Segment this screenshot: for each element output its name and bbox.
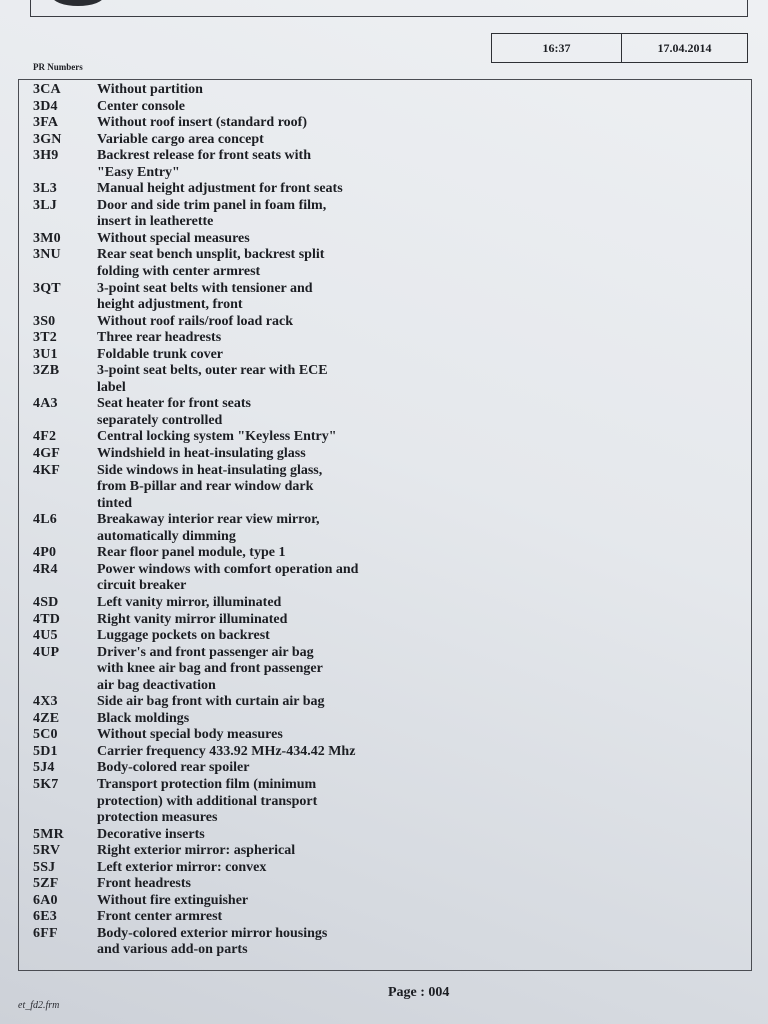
- pr-entry: [33, 628, 733, 645]
- pr-code: 4UP: [33, 644, 60, 660]
- pr-entry: [33, 99, 733, 116]
- pr-description-line: Left exterior mirror: convex: [97, 859, 267, 875]
- pr-description-line: automatically dimming: [97, 528, 236, 544]
- pr-code: 6A0: [33, 892, 58, 908]
- pr-description-line: insert in leatherette: [97, 214, 214, 230]
- pr-description-line: Side air bag front with curtain air bag: [97, 694, 325, 710]
- pr-entry: [33, 827, 733, 844]
- pr-code: 3L3: [33, 181, 57, 197]
- pr-description: [97, 396, 733, 429]
- pr-code: 5D1: [33, 743, 58, 759]
- pr-description-line: Black moldings: [97, 710, 190, 726]
- pr-entry: [33, 645, 733, 695]
- pr-code: 3H9: [33, 148, 59, 164]
- pr-code: 3M0: [33, 230, 61, 246]
- pr-entry: [33, 860, 733, 877]
- pr-entry: [33, 893, 733, 910]
- pr-description-line: Seat heater for front seats: [97, 396, 251, 412]
- pr-code: 3QT: [33, 280, 61, 296]
- pr-code: 4SD: [33, 594, 59, 610]
- pr-entry: [33, 132, 733, 149]
- pr-description-line: Right vanity mirror illuminated: [97, 611, 288, 627]
- pr-description: [97, 330, 733, 347]
- pr-entry: [33, 281, 733, 314]
- pr-code: 6FF: [33, 925, 58, 941]
- form-name: et_fd2.frm: [18, 1000, 60, 1011]
- pr-description-line: Without fire extinguisher: [97, 892, 249, 908]
- pr-code: 4ZE: [33, 710, 60, 726]
- pr-entry: [33, 612, 733, 629]
- pr-code: 5K7: [33, 776, 59, 792]
- pr-code: 5ZF: [33, 876, 59, 892]
- pr-code: 4U5: [33, 628, 58, 644]
- pr-code: 4A3: [33, 396, 58, 412]
- pr-description-line: with knee air bag and front passenger: [97, 661, 323, 677]
- pr-code: 3CA: [33, 82, 61, 97]
- pr-entry: [33, 694, 733, 711]
- pr-description: [97, 247, 733, 280]
- pr-entry: [33, 198, 733, 231]
- pr-code: 3NU: [33, 247, 61, 263]
- pr-code: 4P0: [33, 545, 57, 561]
- pr-description: [97, 595, 733, 612]
- pr-code: 6E3: [33, 909, 57, 925]
- pr-list: [33, 82, 733, 959]
- pr-code: 3S0: [33, 313, 56, 329]
- timestamp-box: [491, 33, 748, 63]
- pr-description: [97, 694, 733, 711]
- pr-description-line: Windshield in heat-insulating glass: [97, 446, 306, 462]
- pr-description-line: protection) with additional transport: [97, 793, 318, 809]
- pr-description: [97, 314, 733, 331]
- pr-description-line: Transport protection film (minimum: [97, 776, 317, 792]
- pr-description-line: and various add-on parts: [97, 942, 248, 958]
- pr-description-line: Front center armrest: [97, 909, 223, 925]
- pr-description-line: Three rear headrests: [97, 330, 222, 346]
- pr-entry: [33, 429, 733, 446]
- pr-description: [97, 843, 733, 860]
- pr-description-line: Without special body measures: [97, 727, 283, 743]
- top-header-box: [30, 0, 748, 17]
- pr-entry: [33, 909, 733, 926]
- pr-description-line: Foldable trunk cover: [97, 346, 223, 362]
- pr-description-line: "Easy Entry": [97, 164, 180, 180]
- pr-description-line: 3-point seat belts with tensioner and: [97, 280, 313, 296]
- pr-description: [97, 198, 733, 231]
- pr-description: [97, 612, 733, 629]
- print-time: 16:37: [492, 34, 622, 62]
- pr-description: [97, 446, 733, 463]
- pr-description-line: Central locking system "Keyless Entry": [97, 429, 337, 445]
- pr-code: 3ZB: [33, 363, 60, 379]
- pr-description-line: Breakaway interior rear view mirror,: [97, 512, 320, 528]
- pr-description-line: Body-colored exterior mirror housings: [97, 925, 328, 941]
- pr-description: [97, 926, 733, 959]
- pr-entry: [33, 727, 733, 744]
- pr-description-line: Without roof insert (standard roof): [97, 115, 307, 131]
- pr-description: [97, 893, 733, 910]
- pr-entry: [33, 231, 733, 248]
- pr-entry: [33, 363, 733, 396]
- pr-description-line: air bag deactivation: [97, 677, 216, 693]
- pr-entry: [33, 562, 733, 595]
- pr-description: [97, 463, 733, 513]
- pr-code: 5C0: [33, 727, 58, 743]
- pr-entry: [33, 512, 733, 545]
- pr-description: [97, 347, 733, 364]
- pr-entry: [33, 446, 733, 463]
- pr-description-line: Without partition: [97, 82, 203, 97]
- pr-description-line: height adjustment, front: [97, 297, 243, 313]
- pr-description-line: Front headrests: [97, 876, 191, 892]
- pr-code: 5RV: [33, 843, 61, 859]
- pr-entry: [33, 396, 733, 429]
- pr-code: 3GN: [33, 131, 62, 147]
- pr-code: 3LJ: [33, 197, 57, 213]
- pr-description-line: Variable cargo area concept: [97, 131, 264, 147]
- pr-code: 3D4: [33, 98, 58, 114]
- pr-description-line: folding with center armrest: [97, 264, 261, 280]
- pr-description: [97, 148, 733, 181]
- pr-description-line: Without roof rails/roof load rack: [97, 313, 293, 329]
- pr-description-line: Without special measures: [97, 230, 250, 246]
- pr-description: [97, 777, 733, 827]
- pr-description-line: Power windows with comfort operation and: [97, 561, 359, 577]
- pr-code: 3U1: [33, 346, 58, 362]
- pr-code: 5J4: [33, 760, 55, 776]
- pr-entry: [33, 777, 733, 827]
- pr-code: 4F2: [33, 429, 57, 445]
- pr-entry: [33, 330, 733, 347]
- section-title: PR Numbers: [33, 62, 83, 72]
- print-date: 17.04.2014: [657, 40, 712, 55]
- pr-description: [97, 512, 733, 545]
- pr-description: [97, 82, 733, 99]
- pr-description: [97, 711, 733, 728]
- pr-code: 5SJ: [33, 859, 56, 875]
- pr-description: [97, 860, 733, 877]
- pr-description: [97, 628, 733, 645]
- pr-description: [97, 99, 733, 116]
- pr-entry: [33, 82, 733, 99]
- pr-description: [97, 429, 733, 446]
- pr-entry: [33, 115, 733, 132]
- pr-description: [97, 281, 733, 314]
- pr-code: 4L6: [33, 512, 57, 528]
- pr-code: 3T2: [33, 330, 57, 346]
- pr-description-line: Rear seat bench unsplit, backrest split: [97, 247, 325, 263]
- page-number: Page : 004: [388, 985, 450, 1000]
- pr-description: [97, 231, 733, 248]
- pr-description-line: Right exterior mirror: aspherical: [97, 843, 296, 859]
- pr-description-line: circuit breaker: [97, 578, 187, 594]
- pr-entry: [33, 760, 733, 777]
- pr-description: [97, 181, 733, 198]
- pr-entry: [33, 595, 733, 612]
- pr-entry: [33, 711, 733, 728]
- pr-description-line: Rear floor panel module, type 1: [97, 545, 286, 561]
- pr-description-line: Center console: [97, 98, 185, 114]
- pr-description: [97, 909, 733, 926]
- pr-description: [97, 727, 733, 744]
- pr-code: 4GF: [33, 446, 61, 462]
- pr-entry: [33, 347, 733, 364]
- pr-description: [97, 760, 733, 777]
- pr-code: 3FA: [33, 115, 59, 131]
- pr-entry: [33, 247, 733, 280]
- pr-description: [97, 545, 733, 562]
- pr-description-line: Manual height adjustment for front seats: [97, 181, 343, 197]
- pr-entry: [33, 314, 733, 331]
- pr-description-line: Luggage pockets on backrest: [97, 628, 270, 644]
- pr-entry: [33, 148, 733, 181]
- pr-description-line: Side windows in heat-insulating glass,: [97, 462, 323, 478]
- pr-description: [97, 744, 733, 761]
- pr-description: [97, 562, 733, 595]
- pr-entry: [33, 843, 733, 860]
- pr-description-line: Left vanity mirror, illuminated: [97, 594, 282, 610]
- pr-code: 4R4: [33, 561, 58, 577]
- pr-code: 4TD: [33, 611, 61, 627]
- pr-description-line: Body-colored rear spoiler: [97, 760, 250, 776]
- pr-description-line: Door and side trim panel in foam film,: [97, 197, 327, 213]
- pr-entry: [33, 744, 733, 761]
- pr-description-line: from B-pillar and rear window dark: [97, 479, 314, 495]
- pr-description-line: separately controlled: [97, 412, 223, 428]
- pr-description: [97, 876, 733, 893]
- pr-description: [97, 115, 733, 132]
- pr-entry: [33, 545, 733, 562]
- pr-description-line: Backrest release for front seats with: [97, 148, 311, 164]
- pr-description: [97, 827, 733, 844]
- pr-code: 4X3: [33, 694, 58, 710]
- pr-code: 5MR: [33, 826, 64, 842]
- pr-entry: [33, 926, 733, 959]
- pr-description-line: 3-point seat belts, outer rear with ECE: [97, 363, 328, 379]
- pr-description: [97, 132, 733, 149]
- pr-description-line: Decorative inserts: [97, 826, 205, 842]
- pr-description-line: protection measures: [97, 810, 218, 826]
- pr-entry: [33, 181, 733, 198]
- pr-code: 4KF: [33, 462, 61, 478]
- pr-description-line: Carrier frequency 433.92 MHz-434.42 Mhz: [97, 743, 356, 759]
- pr-description: [97, 363, 733, 396]
- pr-description: [97, 645, 733, 695]
- pr-description-line: label: [97, 379, 126, 395]
- pr-description-line: Driver's and front passenger air bag: [97, 644, 314, 660]
- pr-entry: [33, 463, 733, 513]
- pr-entry: [33, 876, 733, 893]
- pr-description-line: tinted: [97, 495, 132, 511]
